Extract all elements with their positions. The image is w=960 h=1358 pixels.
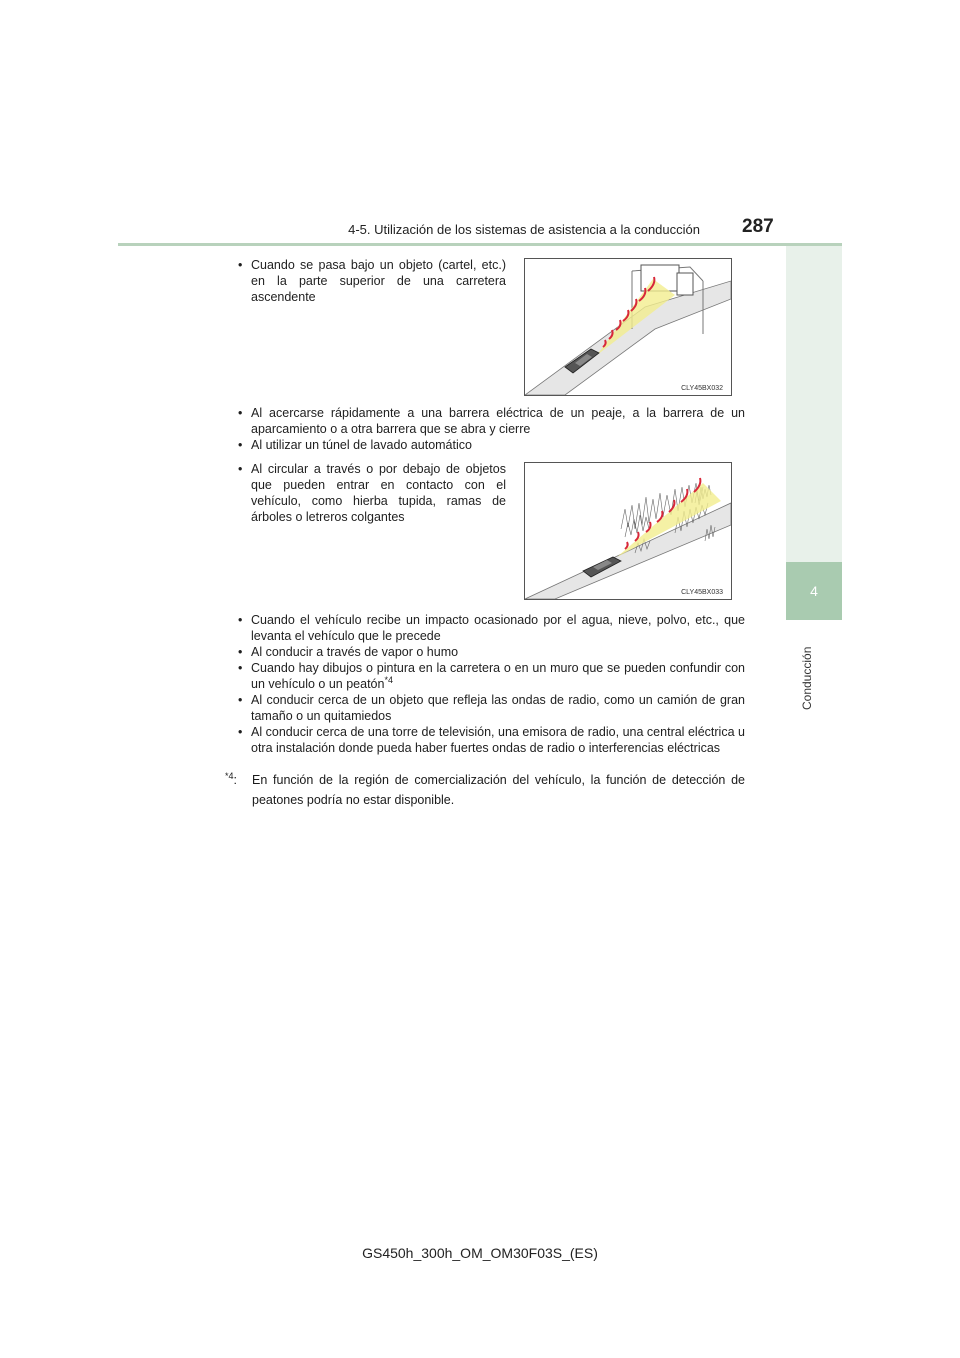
- list-item: [238, 405, 745, 437]
- footnote-mark: $^{*4}$:: [225, 770, 237, 787]
- list-item-text: Al circular a través o por debajo de objetos que pueden entrar en contacto con el vehículo, como hierba tupida, ramas de árboles o letreros colgantes: [251, 462, 506, 524]
- figure-dense-vegetation: [524, 462, 732, 600]
- bullet-dot: •: [238, 258, 243, 272]
- bullet-group-4: [238, 612, 745, 756]
- vegetation-illustration: [525, 463, 731, 599]
- bullet-dot: •: [238, 462, 243, 476]
- bullet-dot: •: [238, 661, 243, 675]
- footnote-text: En función de la región de comercialización del vehículo, la función de detección de peatones podría no estar disponible.: [252, 773, 745, 807]
- list-item: [238, 257, 506, 305]
- figure-code: CLY45BX033: [681, 589, 723, 596]
- list-item-text: Cuando se pasa bajo un objeto (cartel, etc.) en la parte superior de una carretera ascendente: [251, 258, 506, 304]
- list-item-text-main: Cuando hay dibujos o pintura en la carretera o en un muro que se pueden confundir con un vehículo o un peatón: [251, 661, 745, 691]
- overhead-sign-illustration: [525, 259, 731, 395]
- bullet-dot: •: [238, 406, 243, 420]
- bullet-dot: •: [238, 438, 243, 452]
- list-item-text: Al utilizar un túnel de lavado automático: [251, 438, 472, 452]
- chapter-number: 4: [810, 583, 818, 599]
- list-item-text: Al acercarse rápidamente a una barrera eléctrica de un peaje, a la barrera de un aparcamiento o a otra barrera que se abra y cierre: [251, 406, 745, 436]
- side-band: [786, 246, 842, 562]
- header-rule: [118, 243, 842, 246]
- section-title: 4-5. Utilización de los sistemas de asistencia a la conducción: [348, 222, 700, 237]
- list-item: [238, 612, 745, 644]
- document-code: GS450h_300h_OM_OM30F03S_(ES): [362, 1245, 598, 1261]
- bullet-dot: •: [238, 645, 243, 659]
- list-item: [238, 644, 745, 660]
- bullet-group-2: [238, 405, 745, 453]
- list-item: [238, 660, 745, 692]
- list-item-text: Al conducir cerca de una torre de televisión, una emisora de radio, una central eléctrica u otra instalación donde pueda haber fuertes ondas de radio o interferencias eléctricas: [251, 725, 745, 755]
- footnote: [225, 770, 745, 810]
- chapter-label: Conducción: [800, 646, 814, 710]
- page-number: 287: [742, 216, 774, 237]
- list-item: [238, 461, 506, 525]
- list-item: [238, 437, 745, 453]
- list-item-text: Al conducir a través de vapor o humo: [251, 645, 459, 659]
- figure-code: CLY45BX032: [681, 385, 723, 392]
- bullet-group-1: [238, 257, 506, 305]
- figure-overhead-sign: [524, 258, 732, 396]
- bullet-dot: •: [238, 613, 243, 627]
- footnote-ref[interactable]: *4: [384, 674, 393, 685]
- bullet-dot: •: [238, 693, 243, 707]
- list-item-text: Al conducir cerca de un objeto que refleja las ondas de radio, como un camión de gran tamaño o un quitamiedos: [251, 693, 745, 723]
- list-item: [238, 692, 745, 724]
- list-item-text: Cuando el vehículo recibe un impacto ocasionado por el agua, nieve, polvo, etc., que levanta el vehículo que le precede: [251, 613, 745, 643]
- list-item: [238, 724, 745, 756]
- list-item-text: [251, 660, 745, 692]
- bullet-dot: •: [238, 725, 243, 739]
- chapter-tab[interactable]: [786, 562, 842, 620]
- bullet-group-3: [238, 461, 506, 525]
